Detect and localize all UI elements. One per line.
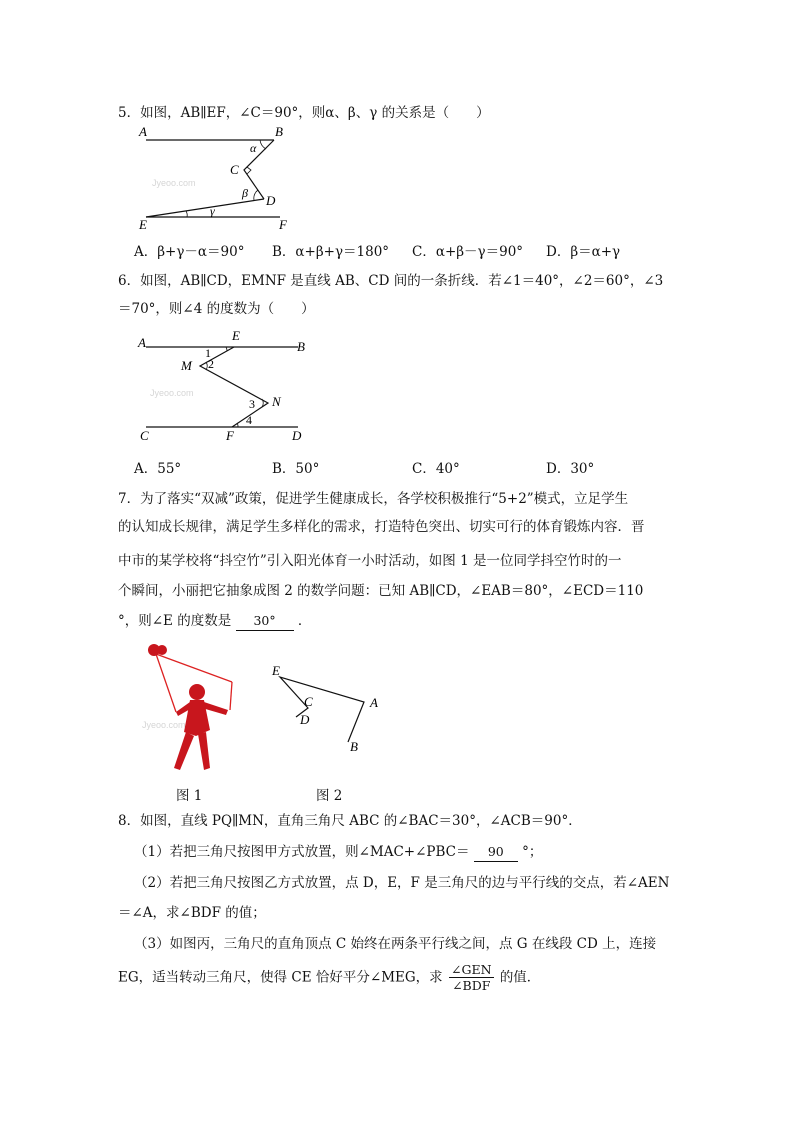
q8-part3-fraction <box>449 962 494 993</box>
q6-label-n: N <box>272 394 281 409</box>
q7-figure2 <box>268 660 388 760</box>
q5-label-alpha: α <box>250 141 257 155</box>
q8-part1-pre: （1）若把三角尺按图甲方式放置，则∠MAC+∠PBC＝ <box>134 844 470 860</box>
q5-label-b: B <box>275 124 283 139</box>
q5-polyline-bcd <box>244 140 274 199</box>
q5-option-a[interactable]: A．β+γ－α＝90° <box>134 244 245 260</box>
q6-label-a: A <box>138 335 146 350</box>
q6-label-b: B <box>297 339 305 354</box>
q7-fig1-leg-right <box>198 732 210 770</box>
q7-fig2-label-b: B <box>350 739 358 754</box>
q6-option-b[interactable]: B．50° <box>272 461 320 477</box>
q7-fig1-string-right <box>230 682 232 710</box>
q6-label-f: F <box>226 428 234 443</box>
q7-figure1-juggler <box>140 640 250 775</box>
q7-fig1-head <box>189 684 205 700</box>
q5-label-d: D <box>266 193 276 208</box>
q6-option-c[interactable]: C．40° <box>412 461 460 477</box>
q6-option-d[interactable]: D．30° <box>546 461 595 477</box>
q7-fig1-string-left <box>156 654 176 712</box>
q5-label-beta: β <box>242 186 248 200</box>
q5-line-de <box>146 199 264 217</box>
q7-fig2-label-a: A <box>370 695 378 710</box>
q5-option-b[interactable]: B．α+β+γ＝180° <box>272 244 390 260</box>
q5-label-c: C <box>230 162 239 177</box>
q6-label-c: C <box>140 428 149 443</box>
q5-stem: 5．如图，AB∥EF，∠C＝90°，则α、β、γ 的关系是（ ） <box>118 105 490 121</box>
q5-label-gamma: γ <box>210 204 215 218</box>
q7-fig2-label-c: C <box>304 694 313 709</box>
q6-label-d: D <box>292 428 302 443</box>
q6-stem-line1: 6．如图，AB∥CD，EMNF 是直线 AB、CD 间的一条折线．若∠1＝40°，∠2＝60°，∠3 <box>118 273 664 289</box>
q7-answer-blank: 30° <box>236 612 294 631</box>
q6-label-e: E <box>232 328 240 343</box>
q8-part1-answer-blank: 90 <box>474 843 518 862</box>
q8-fraction-numerator: ∠GEN <box>450 962 492 977</box>
q7-fig1-string-top <box>156 654 232 682</box>
q5-right-angle-mark <box>247 167 251 174</box>
q5-label-f: F <box>279 217 287 232</box>
q7-fig1-diabolo-b <box>157 645 167 655</box>
q5-option-d[interactable]: D．β＝α+γ <box>546 244 621 260</box>
q6-option-a[interactable]: A．55° <box>134 461 182 477</box>
q7-fig1-leg-left <box>174 732 194 770</box>
q6-angle1-arc <box>226 347 227 351</box>
q8-part2-line1: （2）若把三角尺按图乙方式放置，点 D，E，F 是三角尺的边与平行线的交点，若∠AEN <box>134 875 670 891</box>
q7-line5 <box>118 612 311 631</box>
q7-line1: 7．为了落实“双减”政策，促进学生健康成长，各学校积极推行“5+2”模式，立足学生 <box>118 491 629 507</box>
q8-part3-line1: （3）如图丙，三角尺的直角顶点 C 始终在两条平行线之间，点 G 在线段 CD 上，连接 <box>134 936 657 952</box>
q7-line5-post: ． <box>297 613 312 629</box>
q8-part3-line2 <box>118 962 540 993</box>
q5-label-e: E <box>139 217 147 232</box>
q7-line4: 个瞬间，小丽把它抽象成图 2 的数学问题：已知 AB∥CD，∠EAB＝80°，∠ECD＝110 <box>118 583 644 599</box>
q6-stem-line2: ＝70°，则∠4 的度数为（ ） <box>118 301 315 317</box>
q6-label-angle2: 2 <box>208 357 214 371</box>
q5-beta-arc <box>254 190 258 200</box>
q5-alpha-arc <box>260 140 266 149</box>
q7-fig1-watermark: Jyeoo.com <box>142 720 186 730</box>
q7-line5-pre: °，则∠E 的度数是 <box>118 613 232 629</box>
q6-figure <box>134 326 314 446</box>
q8-fraction-denominator: ∠BDF <box>452 978 491 993</box>
q7-fig2-polyline <box>280 677 364 742</box>
q7-fig2-caption: 图 2 <box>316 788 343 804</box>
q8-part3-line2-post: 的值． <box>499 969 541 986</box>
q8-part1-post: °； <box>522 844 543 860</box>
q6-watermark: Jyeoo.com <box>150 388 194 398</box>
q7-fig2-label-e: E <box>272 663 280 678</box>
q5-gamma-arc <box>186 211 187 217</box>
q8-line1: 8．如图，直线 PQ∥MN，直角三角尺 ABC 的∠BAC＝30°，∠ACB＝90°． <box>118 813 582 829</box>
q6-label-angle4: 4 <box>246 413 252 427</box>
q6-label-m: M <box>181 358 192 373</box>
q7-line3: 中市的某学校将“抖空竹”引入阳光体育一小时活动，如图 1 是一位同学抖空竹时的一 <box>118 553 622 569</box>
q5-watermark: Jyeoo.com <box>152 178 196 188</box>
q8-part2-line2: ＝∠A，求∠BDF 的值； <box>118 905 266 921</box>
q8-part3-line2-pre: EG，适当转动三角尺，使得 CE 恰好平分∠MEG，求 <box>118 969 443 986</box>
q7-fig2-label-d: D <box>300 712 310 727</box>
q7-line2: 的认知成长规律，满足学生多样化的需求，打造特色突出、切实可行的体育锻炼内容．晋 <box>118 519 645 535</box>
q5-figure <box>134 124 304 234</box>
q6-label-angle1: 1 <box>205 346 211 360</box>
q7-fig1-caption: 图 1 <box>176 788 203 804</box>
q6-label-angle3: 3 <box>249 397 255 411</box>
q5-option-c[interactable]: C．α+β－γ＝90° <box>412 244 524 260</box>
q8-part1 <box>134 843 542 862</box>
q5-label-a: A <box>139 124 147 139</box>
